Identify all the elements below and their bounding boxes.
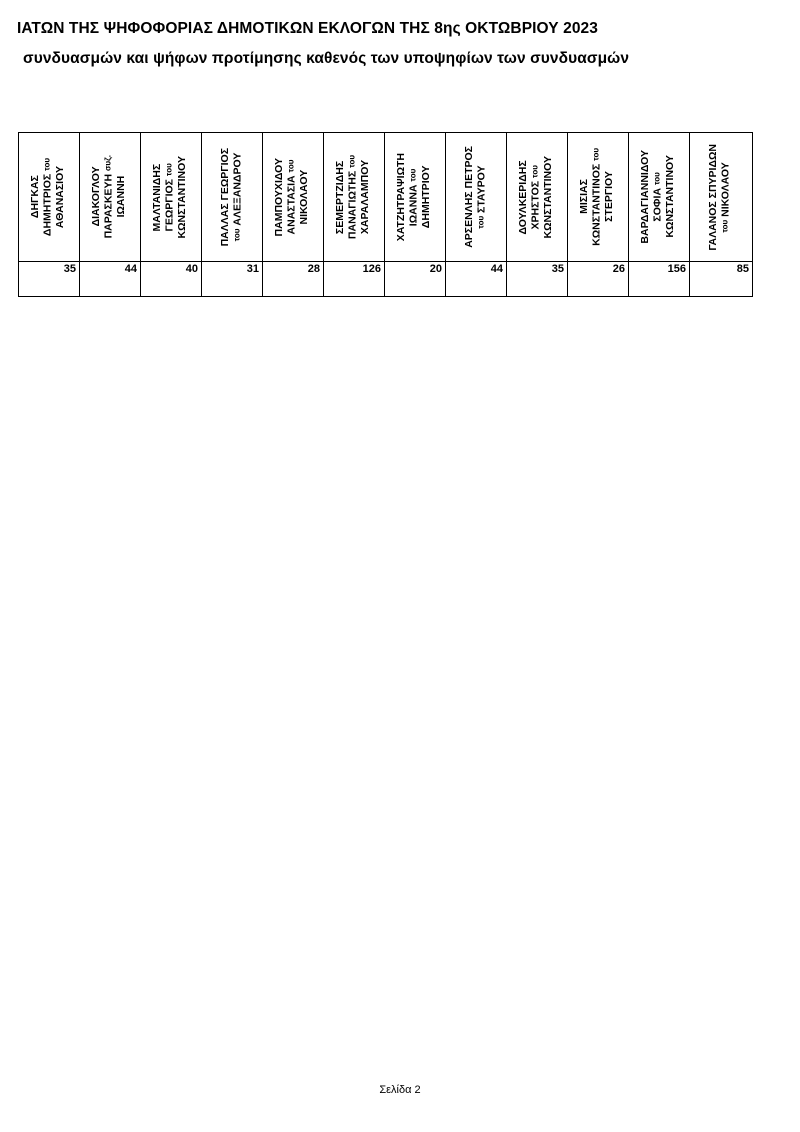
candidate-header-cell	[263, 133, 324, 262]
vote-count-cell	[507, 262, 568, 297]
preference-votes-table	[18, 132, 753, 297]
candidate-surname: ΓΑΛΑΝΟΣ	[706, 200, 719, 251]
candidate-relation: του	[286, 159, 296, 173]
candidate-parent-name: ΣΤΑΥΡΟΥ	[475, 165, 487, 213]
vote-count: 35	[63, 263, 76, 275]
candidate-header-row	[19, 133, 753, 262]
page-number: Σελίδα 2	[379, 1084, 421, 1096]
candidate-relation: του	[476, 215, 485, 229]
vote-count-cell	[385, 262, 446, 297]
candidate-header-cell	[629, 133, 690, 262]
candidate-given-name: ΔΗΜΗΤΡΙΟΣ	[41, 173, 54, 237]
vote-count: 85	[736, 263, 749, 275]
candidate-given-name: ΠΕΤΡΟΣ	[462, 146, 475, 189]
candidate-parent-name: ΚΩΝΣΤΑΝΤΙΝΟΥ	[176, 155, 189, 239]
candidate-given-name: ΣΠΥΡΙΔΩΝ	[706, 143, 719, 199]
candidate-header-cell	[80, 133, 141, 262]
candidate-given-name: ΚΩΝΣΤΑΝΤΙΝΟΣ	[590, 163, 603, 246]
vote-count-cell	[141, 262, 202, 297]
candidate-parent-name: ΝΙΚΟΛΑΟΥ	[719, 161, 731, 217]
vote-count-cell	[19, 262, 80, 297]
candidate-relation: του	[164, 162, 174, 176]
candidate-surname: ΠΑΛΛΑΣ	[218, 203, 231, 247]
candidate-parent-name: ΑΘΑΝΑΣΙΟΥ	[54, 165, 67, 229]
vote-count: 40	[185, 263, 198, 275]
page-title: ΙΑΤΩΝ ΤΗΣ ΨΗΦΟΦΟΡΙΑΣ ΔΗΜΟΤΙΚΩΝ ΕΚΛΟΓΩΝ ΤΗΣ 8ης ΟΚΤΩΒΡΙΟΥ 2023	[17, 20, 598, 37]
candidate-surname: ΠΑΜΠΟΥΧΙΔΟΥ	[273, 157, 286, 237]
vote-count: 28	[307, 263, 320, 275]
candidate-relation: συζ.	[103, 155, 113, 172]
candidate-surname: ΔΟΥΛΚΕΡΙΔΗΣ	[517, 159, 530, 235]
candidate-surname: ΧΑΤΖΗΤΡΑΨΙΩΤΗ	[395, 152, 408, 242]
vote-count: 126	[362, 263, 381, 275]
vote-count-cell	[690, 262, 753, 297]
candidate-parent-name: ΝΙΚΟΛΑΟΥ	[298, 169, 311, 225]
vote-count-cell	[629, 262, 690, 297]
candidate-given-name: ΣΟΦΙΑ	[651, 188, 664, 222]
vote-count: 156	[667, 263, 686, 275]
vote-count-cell	[80, 262, 141, 297]
candidate-relation: του	[530, 164, 540, 178]
vote-count-cell	[324, 262, 385, 297]
candidate-surname: ΜΙΣΙΑΣ	[578, 179, 591, 215]
vote-count-cell	[263, 262, 324, 297]
candidate-parent-name: ΙΩΑΝΝΗ	[115, 176, 128, 218]
candidate-relation: του	[347, 154, 357, 168]
candidate-relation: του	[408, 168, 418, 182]
candidate-parent-name: ΑΛΕΞΑΝΔΡΟΥ	[231, 152, 243, 226]
page-subtitle: συνδυασμών και ψήφων προτίμησης καθενός των υποψηφίων των συνδυασμών	[23, 50, 630, 67]
candidate-parent-name: ΚΩΝΣΤΑΝΤΙΝΟΥ	[664, 155, 677, 239]
candidate-relation: του	[720, 219, 729, 233]
candidate-header-cell	[324, 133, 385, 262]
candidate-relation: του	[232, 228, 241, 242]
candidate-relation: του	[652, 172, 662, 186]
votes-row	[19, 262, 753, 297]
candidate-header-cell	[507, 133, 568, 262]
candidate-given-name: ΠΑΝΑΓΙΩΤΗΣ	[346, 170, 359, 240]
candidate-relation: του	[42, 157, 52, 171]
candidate-given-name: ΓΕΩΡΓΙΟΣ	[163, 178, 176, 232]
candidate-given-name: ΙΩΑΝΝΑ	[407, 184, 420, 226]
candidate-given-name: ΓΕΩΡΓΙΟΣ	[218, 147, 231, 201]
candidate-given-name: ΠΑΡΑΣΚΕΥΗ	[102, 174, 115, 239]
candidate-parent-name: ΧΑΡΑΛΑΜΠΟΥ	[359, 159, 372, 235]
candidate-given-name: ΑΝΑΣΤΑΣΙΑ	[285, 175, 298, 235]
vote-count: 44	[124, 263, 137, 275]
vote-count: 44	[490, 263, 503, 275]
vote-count-cell	[202, 262, 263, 297]
candidate-parent-name: ΚΩΝΣΤΑΝΤΙΝΟΥ	[542, 155, 555, 239]
vote-count-cell	[446, 262, 507, 297]
candidate-surname: ΣΕΜΕΡΤΖΙΔΗΣ	[334, 160, 347, 234]
candidate-parent-name: ΣΤΕΡΓΙΟΥ	[603, 171, 616, 223]
candidate-surname: ΔΙΑΚΟΓΛΟΥ	[90, 166, 103, 228]
candidate-surname: ΒΑΡΔΑΓΙΑΝΝΙΔΟΥ	[639, 150, 652, 244]
candidate-surname: ΑΡΣΕΝΛΗΣ	[462, 191, 475, 248]
vote-count: 26	[612, 263, 625, 275]
vote-count: 35	[551, 263, 564, 275]
vote-count-cell	[568, 262, 629, 297]
candidate-header-cell	[385, 133, 446, 262]
candidate-header-cell	[446, 133, 507, 262]
vote-count: 20	[429, 263, 442, 275]
candidate-parent-name: ΔΗΜΗΤΡΙΟΥ	[420, 165, 433, 229]
candidate-surname: ΜΑΛΤΑΝΙΔΗΣ	[151, 163, 164, 231]
candidate-header-cell	[19, 133, 80, 262]
candidate-relation: του	[591, 148, 601, 161]
vote-count: 31	[246, 263, 259, 275]
candidate-given-name: ΧΡΗΣΤΟΣ	[529, 180, 542, 230]
candidate-surname: ΔΗΓΚΑΣ	[29, 175, 42, 219]
candidate-header-cell	[690, 133, 753, 262]
candidate-header-cell	[202, 133, 263, 262]
candidate-header-cell	[568, 133, 629, 262]
candidate-header-cell	[141, 133, 202, 262]
